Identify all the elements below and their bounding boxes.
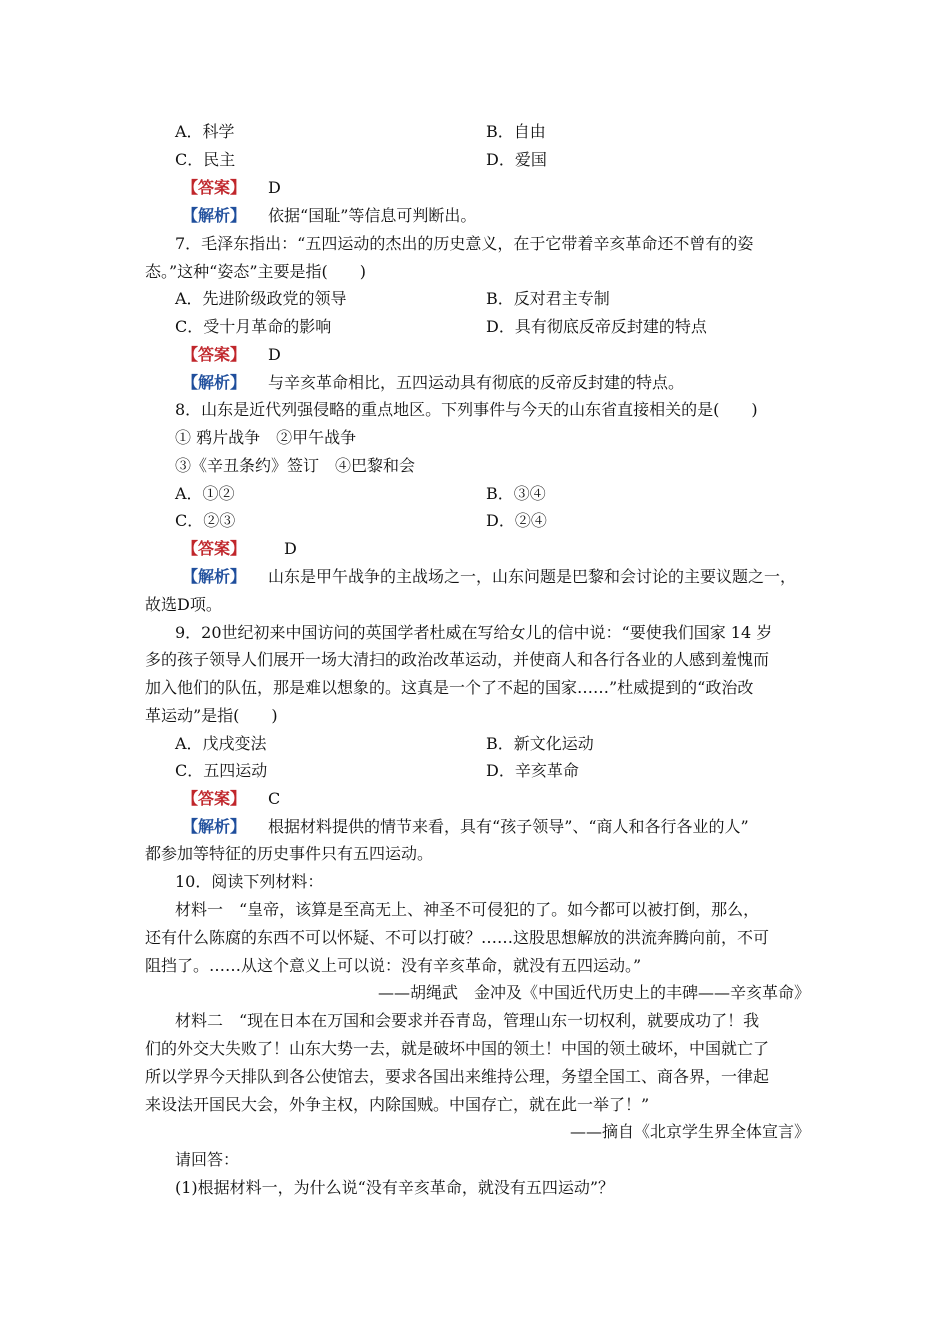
q10-material-2-line-4: 来设法开国民大会，外争主权，内除国贼。中国存亡，就在此一举了！”	[145, 1095, 650, 1114]
q10-subquestion-1: (1)根据材料一，为什么说“没有辛亥革命，就没有五四运动”？	[175, 1178, 615, 1197]
q6-answer: D	[268, 178, 281, 197]
q10-stem: 10．阅读下列材料：	[175, 872, 324, 891]
q9-stem-line-2: 多的孩子领导人们展开一场大清扫的政治改革运动，并使商人和各行各业的人感到羞愧而	[145, 650, 770, 669]
analysis-tag: 【解析】	[182, 567, 247, 586]
q8-items-line-1: ① 鸦片战争 ②甲午战争	[175, 428, 357, 447]
q7-option-d: D．具有彻底反帝反封建的特点	[486, 317, 707, 336]
q7-option-b: B．反对君主专制	[486, 289, 610, 308]
q7-stem-line-1: 7．毛泽东指出：“五四运动的杰出的历史意义，在于它带着辛亥革命还不曾有的姿	[175, 234, 754, 253]
answer-tag: 【答案】	[182, 539, 247, 558]
q6-answer-row	[182, 177, 281, 199]
q8-answer-row	[182, 538, 297, 560]
q10-material-2-line-3: 所以学界今天排队到各公使馆去，要求各国出来维持公理，务望全国工、商各界，一律起	[145, 1067, 770, 1086]
q8-option-a: A．①②	[175, 484, 235, 503]
q10-material-1-source: ——胡绳武 金冲及《中国近代历史上的丰碑——辛亥革命》	[377, 983, 810, 1002]
q10-material-2-line-2: 们的外交大失败了！山东大势一去，就是破坏中国的领土！中国的领土破坏，中国就亡了	[145, 1039, 770, 1058]
q6-option-d: D．爱国	[486, 150, 547, 169]
q10-material-1-line-2: 还有什么陈腐的东西不可以怀疑、不可以打破？……这股思想解放的洪流奔腾向前，不可	[145, 928, 770, 947]
q7-answer-row	[182, 344, 281, 366]
q10-material-2-source: ——摘自《北京学生界全体宣言》	[569, 1122, 810, 1141]
q7-option-a: A．先进阶级政党的领导	[175, 289, 347, 308]
answer-tag: 【答案】	[182, 178, 247, 197]
q10-material-1-line-3: 阻挡了。……从这个意义上可以说：没有辛亥革命，就没有五四运动。”	[145, 956, 642, 975]
q8-option-b: B．③④	[486, 484, 546, 503]
answer-tag: 【答案】	[182, 345, 247, 364]
q9-option-d: D．辛亥革命	[486, 761, 579, 780]
q9-stem-line-1: 9．20世纪初来中国访问的英国学者杜威在写给女儿的信中说：“要使我们国家 14 岁	[175, 623, 773, 642]
q7-stem-line-2: 态。”这种“姿态”主要是指( )	[145, 262, 367, 281]
q8-answer: D	[284, 539, 297, 558]
q10-material-2-line-1: 材料二 “现在日本在万国和会要求并吞青岛，管理山东一切权利，就要成功了！我	[175, 1011, 760, 1030]
q7-option-c: C．受十月革命的影响	[175, 317, 332, 336]
q7-answer: D	[268, 345, 281, 364]
q9-analysis-line-2: 都参加等特征的历史事件只有五四运动。	[145, 844, 434, 863]
q8-stem: 8．山东是近代列强侵略的重点地区。下列事件与今天的山东省直接相关的是( )	[175, 400, 758, 419]
q8-analysis-row	[182, 566, 796, 588]
analysis-tag: 【解析】	[182, 817, 247, 836]
q9-analysis-line-1: 根据材料提供的情节来看，具有“孩子领导”、“商人和各行各业的人”	[268, 817, 749, 836]
q10-prompt: 请回答：	[175, 1150, 240, 1169]
analysis-tag: 【解析】	[182, 206, 247, 225]
q9-option-b: B．新文化运动	[486, 734, 594, 753]
q6-analysis-row	[182, 205, 476, 227]
q8-analysis-line-2: 故选D项。	[145, 595, 222, 614]
analysis-tag: 【解析】	[182, 373, 247, 392]
q7-analysis: 与辛亥革命相比，五四运动具有彻底的反帝反封建的特点。	[268, 373, 685, 392]
q8-items-line-2: ③《辛丑条约》签订 ④巴黎和会	[175, 456, 416, 475]
q6-option-a: A．科学	[175, 122, 235, 141]
q9-analysis-row	[182, 816, 749, 838]
q8-analysis-line-1: 山东是甲午战争的主战场之一，山东问题是巴黎和会讨论的主要议题之一，	[268, 567, 797, 586]
q6-option-c: C．民主	[175, 150, 236, 169]
q10-material-1-line-1: 材料一 “皇帝，该算是至高无上、神圣不可侵犯的了。如今都可以被打倒，那么，	[175, 900, 760, 919]
q8-option-d: D．②④	[486, 511, 547, 530]
q9-answer: C	[268, 789, 281, 808]
q9-stem-line-4: 革运动”是指( )	[145, 706, 278, 725]
q9-stem-line-3: 加入他们的队伍，那是难以想象的。这真是一个了不起的国家……”杜威提到的“政治改	[145, 678, 754, 697]
q8-option-c: C．②③	[175, 511, 236, 530]
q9-answer-row	[182, 788, 280, 810]
q6-option-b: B．自由	[486, 122, 546, 141]
q6-analysis: 依据“国耻”等信息可判断出。	[268, 206, 477, 225]
q9-option-a: A．戊戌变法	[175, 734, 267, 753]
answer-tag: 【答案】	[182, 789, 247, 808]
q7-analysis-row	[182, 372, 684, 394]
q9-option-c: C．五四运动	[175, 761, 268, 780]
